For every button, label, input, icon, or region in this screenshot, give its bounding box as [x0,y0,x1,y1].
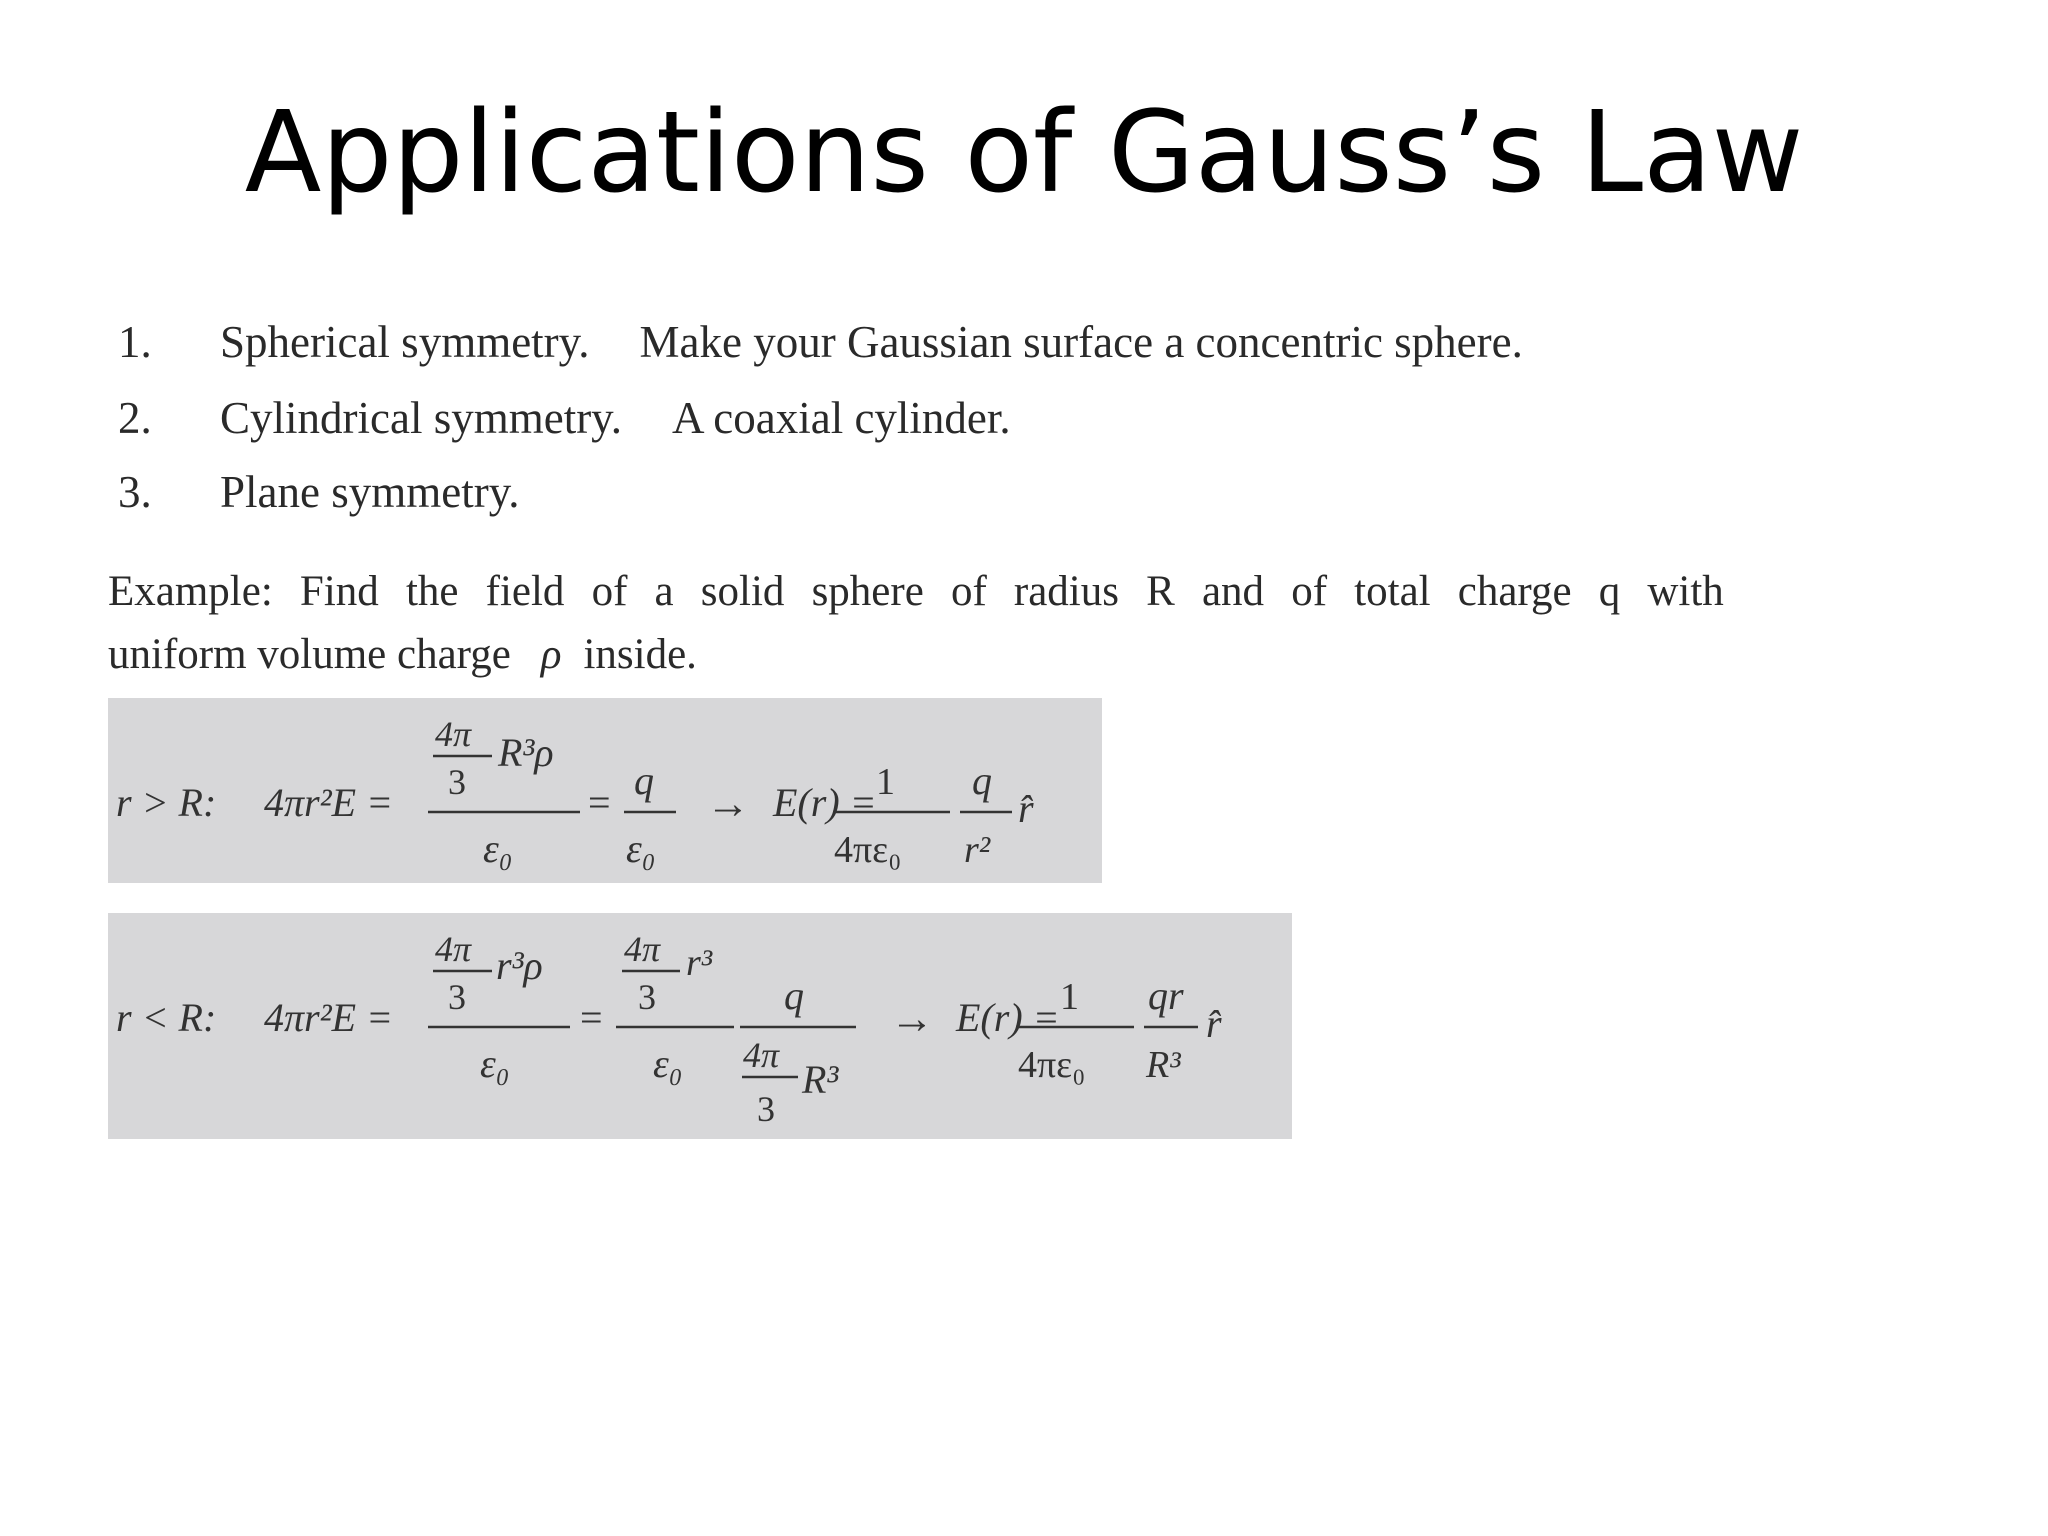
eq-denominator: ε₀ [483,826,513,871]
eq-one: 1 [876,761,895,803]
eq-four-pi-eps: 4πε₀ [834,829,902,871]
eq-coef-top: 4π [435,929,472,969]
example-word: solid [700,568,785,615]
slide-title: Applications of Gauss’s Law [244,88,1804,218]
list-text: Plane symmetry. [220,467,520,517]
list-item-cylindrical [118,388,1011,448]
rho-symbol: ρ [540,631,562,678]
eq-one: 1 [1060,976,1079,1018]
eq-r-hat: r̂ [1206,1001,1222,1046]
eq-eps: ε₀ [626,826,656,871]
example-text: uniform volume charge [108,631,511,678]
eq-q: q [634,758,654,803]
eq-mid-tail: r³ [686,942,713,984]
eq-condition: r > R: [116,780,217,825]
eq-equals: = [580,995,603,1040]
equation-inside-box [108,913,1292,1139]
eq-lhs: 4πr²E = [264,780,394,825]
eq-R-cubed: R³ [1146,1044,1181,1086]
eq-condition: r < R: [116,995,217,1040]
eq-mid-coef-top: 4π [624,929,661,969]
example-word: q [1598,568,1621,615]
example-word: sphere [811,568,924,615]
list-number: 3. [118,467,152,517]
eq-r-hat: r̂ [1018,786,1034,831]
list-number: 1. [118,317,152,367]
eq-r-squared: r² [964,829,991,871]
list-item-spherical [118,312,1523,372]
example-word: the [405,568,459,615]
example-word: total [1354,568,1431,615]
example-word: of [950,568,987,615]
example-word: field [485,568,565,615]
eq-field: E(r) = [956,995,1060,1040]
equation-outside-box [108,698,1102,883]
example-word: R [1146,568,1175,615]
eq-num-tail: R³ρ [498,730,554,775]
eq-qr: qr [1148,973,1184,1018]
list-text: Spherical symmetry. [220,317,590,367]
eq-equals: = [588,780,611,825]
eq-arrow: → [890,994,934,1043]
eq-field: E(r) = [773,780,877,825]
list-number: 2. [118,393,152,443]
eq-coef-bottom: 3 [448,977,466,1017]
eq-coef-bottom: 3 [448,762,466,802]
eq-arrow: → [706,779,750,828]
list-description: A coaxial cylinder. [672,393,1011,443]
eq-coef-top: 4π [435,714,472,754]
example-word: and [1201,568,1265,615]
eq-denominator: ε₀ [480,1041,510,1086]
example-text: inside. [583,631,697,678]
eq-den-coef-top: 4π [743,1035,780,1075]
example-word: radius [1013,568,1119,615]
eq-lhs: 4πr²E = [264,995,394,1040]
example-line-2 [108,623,1724,686]
eq-den-coef-bottom: 3 [757,1089,775,1129]
example-word: of [591,568,628,615]
list-text: Cylindrical symmetry. [220,393,623,443]
example-word: charge [1457,568,1572,615]
list-description: Make your Gaussian surface a concentric sphere. [639,317,1523,367]
example-word: with [1647,568,1724,615]
example-word: Example: [108,568,273,615]
eq-num-tail: r³ρ [496,943,543,988]
equation-inside-svg [108,913,1292,1139]
example-word: of [1291,568,1328,615]
example-word: Find [299,568,379,615]
example-word: a [654,568,674,615]
eq-four-pi-eps: 4πε₀ [1018,1044,1086,1086]
eq-eps: ε₀ [653,1041,683,1086]
list-item-plane [118,462,570,522]
eq-den-tail: R³ [802,1057,839,1102]
example-paragraph [108,560,1724,686]
eq-q: q [784,973,804,1018]
eq-q2: q [972,758,992,803]
eq-mid-coef-bottom: 3 [638,977,656,1017]
equation-outside-svg [108,698,1102,883]
example-line-1 [108,560,1724,623]
